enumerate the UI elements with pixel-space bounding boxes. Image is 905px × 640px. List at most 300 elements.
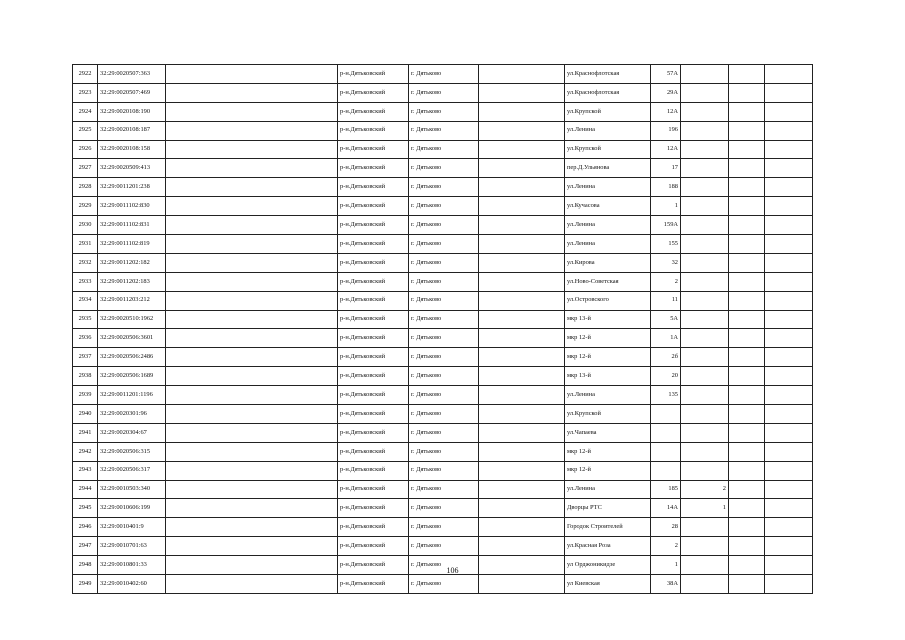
table-cell [729, 499, 765, 518]
table-cell: р-н.Дятьковский [338, 272, 409, 291]
table-cell [166, 461, 338, 480]
table-cell: 32:29:0020301:96 [98, 405, 166, 424]
table-cell: Городок Строителей [565, 518, 651, 537]
table-cell [479, 121, 565, 140]
table-cell: 38А [651, 575, 681, 594]
table-cell: 28 [651, 518, 681, 537]
table-cell [729, 575, 765, 594]
table-cell [681, 329, 729, 348]
table-cell [765, 253, 813, 272]
table-cell: 2946 [73, 518, 98, 537]
table-cell [166, 367, 338, 386]
table-row [73, 423, 813, 442]
table-cell: 32:29:0011102:830 [98, 197, 166, 216]
table-cell: г. Дятьково [409, 461, 479, 480]
table-cell [765, 102, 813, 121]
table-cell: 2930 [73, 216, 98, 235]
table-cell [765, 386, 813, 405]
table-cell [651, 423, 681, 442]
table-cell: 32:29:0020507:363 [98, 65, 166, 84]
table-cell [479, 102, 565, 121]
table-cell [765, 121, 813, 140]
table-cell [166, 235, 338, 254]
table-cell: р-н.Дятьковский [338, 253, 409, 272]
table-cell: ул.Островского [565, 291, 651, 310]
table-cell: 32:29:0010801:33 [98, 556, 166, 575]
table-cell [765, 480, 813, 499]
table-cell: 14А [651, 499, 681, 518]
table-cell: 32:29:0020506:2486 [98, 348, 166, 367]
table-cell [681, 272, 729, 291]
table-cell [681, 102, 729, 121]
table-cell: р-н.Дятьковский [338, 348, 409, 367]
table-cell [166, 272, 338, 291]
table-cell: 196 [651, 121, 681, 140]
table-cell: 32:29:0020507:469 [98, 83, 166, 102]
table-cell [166, 253, 338, 272]
table-cell [479, 272, 565, 291]
table-cell: г. Дятьково [409, 367, 479, 386]
table-cell [651, 442, 681, 461]
table-cell: 32:29:0011102:819 [98, 235, 166, 254]
table-cell: ул.Красная Роза [565, 537, 651, 556]
table-cell [729, 329, 765, 348]
table-cell [765, 575, 813, 594]
table-row [73, 310, 813, 329]
table-cell [681, 348, 729, 367]
table-cell [479, 159, 565, 178]
table-row [73, 537, 813, 556]
table-row [73, 461, 813, 480]
table-cell [479, 461, 565, 480]
table-cell: р-н.Дятьковский [338, 216, 409, 235]
table-cell [479, 537, 565, 556]
table-cell [479, 310, 565, 329]
table-cell: ул.Ново-Советская [565, 272, 651, 291]
table-cell [681, 310, 729, 329]
table-cell [681, 518, 729, 537]
table-cell: р-н.Дятьковский [338, 291, 409, 310]
table-cell [729, 83, 765, 102]
table-cell: 2928 [73, 178, 98, 197]
table-cell: г. Дятьково [409, 310, 479, 329]
table-cell: мкр 13-й [565, 310, 651, 329]
table-cell [729, 405, 765, 424]
table-cell [166, 197, 338, 216]
table-cell [166, 216, 338, 235]
table-cell: 32:29:0020304:67 [98, 423, 166, 442]
table-cell: 2931 [73, 235, 98, 254]
table-cell [729, 216, 765, 235]
table-cell [765, 197, 813, 216]
table-cell: р-н.Дятьковский [338, 499, 409, 518]
table-cell [729, 423, 765, 442]
table-cell: г. Дятьково [409, 178, 479, 197]
table-cell: г. Дятьково [409, 102, 479, 121]
table-cell: ул.Ленина [565, 121, 651, 140]
table-cell: 2940 [73, 405, 98, 424]
table-row [73, 216, 813, 235]
table-cell: 2926 [73, 140, 98, 159]
table-cell [479, 442, 565, 461]
table-cell: 2934 [73, 291, 98, 310]
table-cell: ул Киевская [565, 575, 651, 594]
table-cell: р-н.Дятьковский [338, 310, 409, 329]
table-cell: пер.Д.Ульянова [565, 159, 651, 178]
table-cell: 2922 [73, 65, 98, 84]
table-cell [166, 178, 338, 197]
table-cell: 32:29:0020108:187 [98, 121, 166, 140]
table-cell: 20 [651, 367, 681, 386]
table-cell [166, 159, 338, 178]
table-cell: 2925 [73, 121, 98, 140]
table-cell: ул.Кучасова [565, 197, 651, 216]
table-cell: мкр 12-й [565, 329, 651, 348]
table-cell [166, 291, 338, 310]
table-row [73, 518, 813, 537]
table-cell [166, 65, 338, 84]
table-cell: 2941 [73, 423, 98, 442]
table-cell [729, 442, 765, 461]
table-cell: 2 [651, 537, 681, 556]
table-cell [729, 121, 765, 140]
table-cell [681, 216, 729, 235]
table-cell [681, 423, 729, 442]
table-cell: 32:29:0020506:1689 [98, 367, 166, 386]
table-cell: 32:29:0010401:9 [98, 518, 166, 537]
table-cell [479, 480, 565, 499]
table-cell: 32:29:0020506:315 [98, 442, 166, 461]
table-cell [479, 253, 565, 272]
table-cell: 32:29:0020506:317 [98, 461, 166, 480]
table-cell: 32:29:0011102:831 [98, 216, 166, 235]
table-cell: ул.Кирова [565, 253, 651, 272]
table-cell [729, 253, 765, 272]
table-cell [651, 461, 681, 480]
table-row [73, 178, 813, 197]
table-cell [479, 499, 565, 518]
table-cell: мкр 13-й [565, 367, 651, 386]
table-cell: ул.Ленина [565, 235, 651, 254]
table-cell [166, 121, 338, 140]
table-cell: 32:29:0020108:190 [98, 102, 166, 121]
table-cell [681, 121, 729, 140]
table-cell [765, 310, 813, 329]
table-cell [479, 83, 565, 102]
table-cell: ул.Крупской [565, 140, 651, 159]
table-cell [765, 442, 813, 461]
table-cell [765, 537, 813, 556]
table-cell [765, 329, 813, 348]
table-cell [681, 235, 729, 254]
table-cell: ул.Чапаева [565, 423, 651, 442]
table-cell: р-н.Дятьковский [338, 83, 409, 102]
table-cell [765, 159, 813, 178]
table-cell [681, 461, 729, 480]
table-cell: 2938 [73, 367, 98, 386]
table-cell [729, 235, 765, 254]
table-cell [729, 159, 765, 178]
table-body [73, 65, 813, 594]
table-cell: р-н.Дятьковский [338, 405, 409, 424]
table-cell [729, 537, 765, 556]
table-row [73, 386, 813, 405]
table-cell [166, 575, 338, 594]
table-cell: 1А [651, 329, 681, 348]
table-row [73, 159, 813, 178]
table-cell: мкр 12-й [565, 461, 651, 480]
table-cell: 188 [651, 178, 681, 197]
table-cell [765, 423, 813, 442]
table-cell [681, 405, 729, 424]
table-cell [166, 310, 338, 329]
table-cell: г. Дятьково [409, 386, 479, 405]
table-cell: г. Дятьково [409, 159, 479, 178]
records-table [72, 64, 813, 594]
table-cell [651, 405, 681, 424]
table-cell: р-н.Дятьковский [338, 121, 409, 140]
table-cell [765, 518, 813, 537]
table-cell [765, 405, 813, 424]
table-cell: г. Дятьково [409, 537, 479, 556]
table-cell: г. Дятьково [409, 216, 479, 235]
table-cell [479, 329, 565, 348]
table-cell: 2935 [73, 310, 98, 329]
table-cell: г. Дятьково [409, 423, 479, 442]
table-cell: р-н.Дятьковский [338, 159, 409, 178]
table-cell: 135 [651, 386, 681, 405]
table-cell [479, 367, 565, 386]
table-cell: 2949 [73, 575, 98, 594]
table-cell: 32:29:0020510:1962 [98, 310, 166, 329]
table-cell [729, 367, 765, 386]
table-cell [681, 575, 729, 594]
table-cell: 1 [681, 499, 729, 518]
table-cell [166, 140, 338, 159]
table-cell [765, 348, 813, 367]
table-cell: ул Орджоникидзе [565, 556, 651, 575]
table-cell [729, 310, 765, 329]
table-cell: г. Дятьково [409, 140, 479, 159]
table-cell: р-н.Дятьковский [338, 386, 409, 405]
table-cell [479, 235, 565, 254]
table-cell [681, 178, 729, 197]
table-cell: 2 [681, 480, 729, 499]
table-cell: 32:29:0010402:60 [98, 575, 166, 594]
table-cell: р-н.Дятьковский [338, 102, 409, 121]
table-cell [479, 65, 565, 84]
table-cell: 2944 [73, 480, 98, 499]
table-cell [681, 140, 729, 159]
table-cell: ул.Ленина [565, 480, 651, 499]
table-cell: р-н.Дятьковский [338, 556, 409, 575]
table-cell: р-н.Дятьковский [338, 178, 409, 197]
table-cell: 1 [651, 197, 681, 216]
table-cell: г. Дятьково [409, 329, 479, 348]
table-row [73, 272, 813, 291]
table-cell: ул.Ленина [565, 386, 651, 405]
table-cell: 2б [651, 348, 681, 367]
table-cell: ул.Краснофлотская [565, 83, 651, 102]
table-cell [166, 386, 338, 405]
table-cell [729, 348, 765, 367]
table-cell [479, 216, 565, 235]
table-cell [166, 348, 338, 367]
table-cell: 12А [651, 102, 681, 121]
table-cell [166, 537, 338, 556]
table-cell [765, 65, 813, 84]
table-cell: р-н.Дятьковский [338, 518, 409, 537]
table-cell: г. Дятьково [409, 442, 479, 461]
table-cell: 159А [651, 216, 681, 235]
table-cell: 2943 [73, 461, 98, 480]
table-row [73, 83, 813, 102]
table-cell: г. Дятьково [409, 405, 479, 424]
table-row [73, 480, 813, 499]
table-cell [729, 197, 765, 216]
table-row [73, 367, 813, 386]
table-cell [479, 518, 565, 537]
table-cell: г. Дятьково [409, 499, 479, 518]
table-cell: г. Дятьково [409, 253, 479, 272]
table-cell [729, 178, 765, 197]
table-cell [729, 518, 765, 537]
table-cell [765, 83, 813, 102]
table-cell: 5А [651, 310, 681, 329]
table-cell: 32:29:0010701:63 [98, 537, 166, 556]
table-row [73, 442, 813, 461]
table-cell: р-н.Дятьковский [338, 140, 409, 159]
table-cell [479, 386, 565, 405]
table-row [73, 499, 813, 518]
table-cell: 32:29:0020509:413 [98, 159, 166, 178]
table-row [73, 121, 813, 140]
table-cell [166, 83, 338, 102]
table-cell: 32:29:0011202:182 [98, 253, 166, 272]
table-cell: г. Дятьково [409, 197, 479, 216]
table-cell [166, 442, 338, 461]
table-cell: г. Дятьково [409, 83, 479, 102]
table-cell [765, 140, 813, 159]
table-cell [479, 423, 565, 442]
table-cell [479, 178, 565, 197]
table-cell: 2923 [73, 83, 98, 102]
table-cell: Дворцы РТС [565, 499, 651, 518]
table-cell: 17 [651, 159, 681, 178]
table-row [73, 65, 813, 84]
table-cell: 2932 [73, 253, 98, 272]
table-cell [681, 253, 729, 272]
table-cell: 2937 [73, 348, 98, 367]
table-cell: р-н.Дятьковский [338, 197, 409, 216]
table-cell: 2947 [73, 537, 98, 556]
table-cell: 32:29:0010503:340 [98, 480, 166, 499]
table-cell: 32:29:0020108:158 [98, 140, 166, 159]
table-cell [681, 386, 729, 405]
table-cell: г. Дятьково [409, 272, 479, 291]
table-cell: р-н.Дятьковский [338, 423, 409, 442]
table-cell: р-н.Дятьковский [338, 235, 409, 254]
table-cell [729, 272, 765, 291]
table-cell: р-н.Дятьковский [338, 461, 409, 480]
table-cell [681, 291, 729, 310]
table-cell: г. Дятьково [409, 575, 479, 594]
table-cell [681, 83, 729, 102]
table-cell [765, 178, 813, 197]
page-number: 106 [446, 566, 459, 575]
table-cell: 11 [651, 291, 681, 310]
table-row [73, 140, 813, 159]
table-cell [765, 272, 813, 291]
table-cell [765, 291, 813, 310]
table-cell [729, 461, 765, 480]
table-cell [729, 102, 765, 121]
table-cell: ул.Ленина [565, 178, 651, 197]
table-cell: 155 [651, 235, 681, 254]
table-cell: г. Дятьково [409, 121, 479, 140]
table-cell [166, 480, 338, 499]
table-cell: г. Дятьково [409, 556, 479, 575]
table-cell [479, 348, 565, 367]
table-cell: 185 [651, 480, 681, 499]
table-cell [166, 423, 338, 442]
table-cell [166, 329, 338, 348]
table-cell [166, 518, 338, 537]
table-cell [681, 367, 729, 386]
table-cell: 2936 [73, 329, 98, 348]
table-cell: 2929 [73, 197, 98, 216]
table-cell: ул.Крупской [565, 102, 651, 121]
table-cell: г. Дятьково [409, 348, 479, 367]
table-cell: ул.Краснофлотская [565, 65, 651, 84]
table-cell [681, 65, 729, 84]
table-cell [681, 159, 729, 178]
table-cell: р-н.Дятьковский [338, 65, 409, 84]
table-cell: 32:29:0010606:199 [98, 499, 166, 518]
table-cell: 2927 [73, 159, 98, 178]
table-row [73, 235, 813, 254]
table-cell: р-н.Дятьковский [338, 575, 409, 594]
table-cell: 12А [651, 140, 681, 159]
table-cell: 2 [651, 272, 681, 291]
table-cell: р-н.Дятьковский [338, 537, 409, 556]
table-cell [681, 537, 729, 556]
table-cell: р-н.Дятьковский [338, 329, 409, 348]
table-cell [765, 216, 813, 235]
table-cell [765, 235, 813, 254]
table-cell: р-н.Дятьковский [338, 480, 409, 499]
table-cell: 32:29:0020506:3601 [98, 329, 166, 348]
table-cell: г. Дятьково [409, 518, 479, 537]
table-row [73, 102, 813, 121]
table-cell: р-н.Дятьковский [338, 367, 409, 386]
table-cell: 32 [651, 253, 681, 272]
table-cell [479, 405, 565, 424]
table-cell [479, 291, 565, 310]
table-cell: г. Дятьково [409, 235, 479, 254]
table-cell: ул.Крупской [565, 405, 651, 424]
table-cell [166, 499, 338, 518]
table-cell [765, 367, 813, 386]
table-cell: 2948 [73, 556, 98, 575]
table-cell [681, 442, 729, 461]
table-cell: мкр 12-й [565, 442, 651, 461]
table-cell [166, 102, 338, 121]
table-cell: 2924 [73, 102, 98, 121]
table-cell [729, 291, 765, 310]
table-cell [166, 405, 338, 424]
table-cell: ул.Ленина [565, 216, 651, 235]
